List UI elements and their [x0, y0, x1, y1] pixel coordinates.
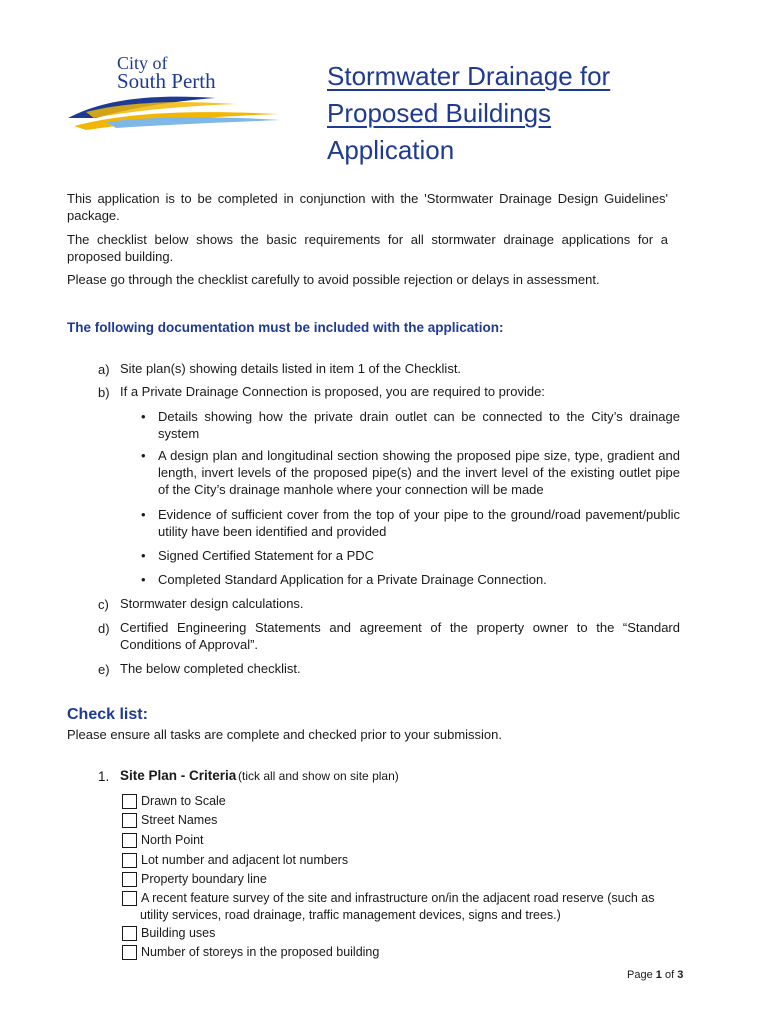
item-text: Site plan(s) showing details listed in item 1 of the Checklist.	[120, 361, 462, 376]
title-line-3: Application	[327, 135, 455, 165]
bullet-text: Completed Standard Application for a Private Drainage Connection.	[158, 572, 547, 587]
intro-paragraph-3: Please go through the checklist carefully to avoid possible rejection or delays in assessment.	[67, 272, 600, 287]
bullet-icon: •	[141, 448, 146, 463]
item-text: If a Private Drainage Connection is proposed, you are required to provide:	[120, 384, 545, 399]
checkbox[interactable]	[122, 853, 137, 868]
bullet-icon: •	[141, 572, 146, 587]
checkbox-label: Property boundary line	[141, 872, 267, 886]
checkbox-label: Drawn to Scale	[141, 794, 226, 808]
checkbox-label: North Point	[141, 833, 204, 847]
page-current: 1	[655, 969, 662, 981]
page-of: of	[664, 969, 675, 981]
item-marker: b)	[98, 385, 110, 400]
title-line-2: Proposed Buildings	[327, 98, 552, 128]
logo-line-1: City of	[117, 53, 168, 73]
item-marker: a)	[98, 362, 110, 377]
checkbox-label: Building uses	[141, 926, 216, 940]
checkbox-label: Number of storeys in the proposed building	[141, 945, 380, 959]
page-title	[327, 58, 610, 169]
title-line-1: Stormwater Drainage for	[327, 61, 611, 91]
criteria-number: 1.	[98, 769, 110, 784]
bullet-text: Signed Certified Statement for a PDC	[158, 548, 375, 563]
checkbox-label: A recent feature survey of the site and infrastructure on/in the adjacent road reserve (such as	[141, 891, 655, 905]
bullet-icon: •	[141, 507, 146, 522]
bullet-text: Evidence of sufficient cover from the top of your pipe to the ground/road pavement/public utility have been identified and provided	[158, 507, 680, 539]
bullet-text: A design plan and longitudinal section showing the proposed pipe size, type, gradient and length, invert levels of the proposed pipe(s) and the invert level of the existing outlet pipe of the City’s drainage manhole where your connection will be made	[158, 448, 680, 497]
city-of-south-perth-logo	[66, 52, 282, 132]
checkbox[interactable]	[122, 945, 137, 960]
checkbox[interactable]	[122, 891, 137, 906]
item-marker: d)	[98, 621, 110, 636]
page-total: 3	[677, 969, 684, 981]
checkbox[interactable]	[122, 813, 137, 828]
checklist-title: Check list:	[67, 706, 148, 723]
checkbox[interactable]	[122, 794, 137, 809]
intro-paragraph-2: The checklist below shows the basic requirements for all stormwater drainage applications for a proposed building.	[67, 232, 668, 264]
item-text: Stormwater design calculations.	[120, 596, 304, 611]
checkbox-label: Street Names	[141, 813, 218, 827]
bullet-icon: •	[141, 409, 146, 424]
page-number	[627, 969, 683, 981]
criteria-title: Site Plan - Criteria	[120, 768, 237, 783]
item-text: The below completed checklist.	[120, 661, 301, 676]
criteria-note: (tick all and show on site plan)	[238, 769, 399, 783]
logo-line-2: South Perth	[117, 69, 216, 93]
checkbox[interactable]	[122, 833, 137, 848]
intro-paragraph-1: This application is to be completed in conjunction with the 'Stormwater Drainage Design Guidelines' package.	[67, 191, 668, 223]
bullet-icon: •	[141, 548, 146, 563]
checkbox-label: Lot number and adjacent lot numbers	[141, 853, 349, 867]
logo-wave-graphic	[66, 88, 282, 132]
checklist-intro: Please ensure all tasks are complete and checked prior to your submission.	[67, 727, 502, 742]
checkbox[interactable]	[122, 872, 137, 887]
checkbox[interactable]	[122, 926, 137, 941]
page-prefix: Page	[627, 969, 653, 981]
feature-survey-continued: utility services, road drainage, traffic management devices, signs and trees.)	[140, 908, 561, 922]
item-marker: e)	[98, 662, 110, 677]
item-marker: c)	[98, 597, 109, 612]
bullet-text: Details showing how the private drain outlet can be connected to the City’s drainage system	[158, 409, 680, 441]
item-text: Certified Engineering Statements and agreement of the property owner to the “Standard Conditions of Approval”.	[120, 620, 680, 652]
documentation-heading: The following documentation must be included with the application:	[67, 320, 504, 335]
